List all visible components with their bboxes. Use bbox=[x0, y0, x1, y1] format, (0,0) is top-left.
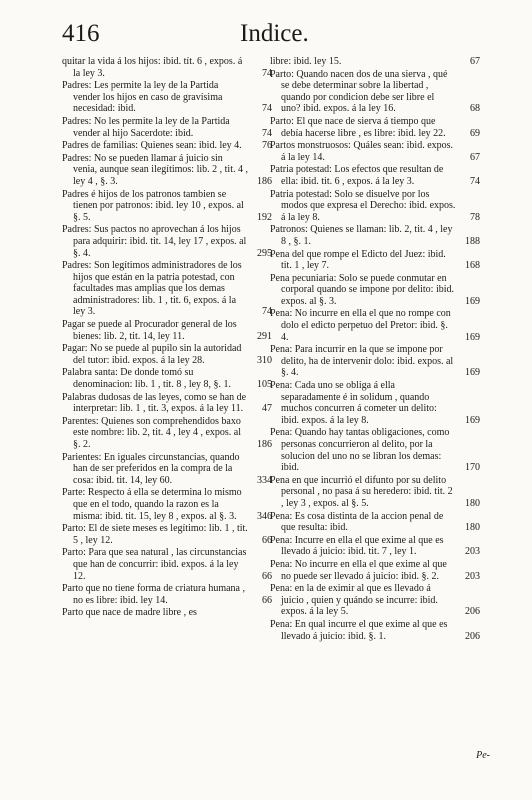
entry-text: Pena: En qual incurre el que exime al que es llevado á juicio: ibid. §. 1. bbox=[270, 618, 448, 642]
index-entry bbox=[270, 140, 480, 163]
page-reference: 169 bbox=[465, 295, 480, 307]
index-entry bbox=[270, 475, 480, 510]
page-reference: 66 bbox=[262, 534, 272, 546]
page-reference: 69 bbox=[470, 127, 480, 139]
page-header bbox=[62, 20, 492, 54]
page-reference: 180 bbox=[465, 522, 480, 534]
entry-text: Parto: Quando nacen dos de una sierva , qué se debe determinar sobre la libertad , quando por condicion debe ser libre el uno? ibid. expos. á la ley 16. bbox=[270, 68, 448, 115]
entry-text: Pena: No incurre en ella el que exime al que no puede ser llevado á juicio: ibid. §. 2. bbox=[270, 558, 447, 582]
page-reference: 203 bbox=[465, 546, 480, 558]
page-reference: 310 bbox=[257, 354, 272, 366]
index-entry bbox=[270, 164, 480, 187]
entry-text: Padres: No se pueden llamar á juicio sin venia, aunque sean ilegítimos: lib. 2 , tit. 4 , ley 4 , §. 3. bbox=[62, 152, 248, 187]
index-entry bbox=[62, 392, 272, 415]
page-reference: 192 bbox=[257, 211, 272, 223]
page-reference: 76 bbox=[262, 140, 272, 152]
entry-text: Pena: Incurre en ella el que exime al que es llevado á juicio: ibid. tit. 7 , ley 1. bbox=[270, 534, 444, 558]
page-reference: 47 bbox=[262, 403, 272, 415]
index-entry bbox=[62, 80, 272, 115]
page-reference: 68 bbox=[470, 103, 480, 115]
page-reference: 188 bbox=[465, 235, 480, 247]
entry-text: Parte: Respecto á ella se determina lo mismo que en el todo, quando la razon es la misma: ibid. tit. 15, ley 8 , expos. al §. 3. bbox=[62, 487, 242, 522]
page-reference: 291 bbox=[257, 330, 272, 342]
index-entry bbox=[270, 56, 480, 68]
entry-text: Palabra santa: De donde tomó su denominacion: lib. 1 , tit. 8 , ley 8, §. 1. bbox=[62, 367, 232, 391]
index-entry bbox=[62, 140, 272, 152]
index-entry bbox=[62, 56, 272, 79]
entry-text: Padres: Les permite la ley de la Partida vender los hijos en caso de gravísima necesidad: ibid. bbox=[62, 80, 223, 115]
page-reference: 74 bbox=[262, 103, 272, 115]
entry-text: Pena: No incurre en ella el que no rompe con dolo el edicto perpetuo del Pretor: ibid. §. 4. bbox=[270, 308, 451, 343]
page-reference: 169 bbox=[465, 331, 480, 343]
entry-text: Pena pecuniaria: Solo se puede conmutar en corporal quando se impone por delito: ibid. expos. al §. 3. bbox=[270, 272, 455, 307]
entry-text: Parto: El que nace de sierva á tiempo que debía hacerse libre , es libre: ibid. ley 22. bbox=[270, 115, 446, 139]
page-number: 416 bbox=[62, 20, 100, 47]
index-entry bbox=[62, 523, 272, 546]
page-reference: 295 bbox=[257, 247, 272, 259]
entry-text: Pena: Quando hay tantas obligaciones, como personas concurrieron al delito, por la solucion del uno no se libran los demas: ibid. bbox=[270, 427, 450, 474]
page-reference: 74 bbox=[262, 127, 272, 139]
entry-text: Parto: El de siete meses es legítimo: lib. 1 , tit. 5 , ley 12. bbox=[62, 523, 248, 546]
entry-text: Parto que no tiene forma de criatura humana , no es libre: ibid. ley 14. bbox=[62, 583, 245, 606]
index-entry bbox=[270, 69, 480, 115]
entry-text: quitar la vida á los hijos: ibid. tít. 6 , expos. á la ley 3. bbox=[62, 56, 243, 79]
page-reference: 67 bbox=[470, 56, 480, 67]
page-reference: 203 bbox=[465, 570, 480, 582]
entry-text: Pena del que rompe el Edicto del Juez: ibid. tit. 1 , ley 7. bbox=[270, 248, 446, 272]
index-entry bbox=[270, 308, 480, 343]
entry-text: Pena: Para incurrir en la que se impone por delito, ha de intervenir dolo: ibid. expos. al §. 4. bbox=[270, 344, 454, 379]
index-entry bbox=[62, 367, 272, 390]
entry-text: Padres: No les permite la ley de la Partida vender al hijo Sacerdote: ibid. bbox=[62, 115, 230, 139]
index-entry bbox=[62, 224, 272, 259]
index-entry bbox=[270, 224, 480, 247]
catchword: Pe- bbox=[476, 750, 490, 761]
entry-text: Pena: Es cosa distinta de la accion penal de que resulta: ibid. bbox=[270, 510, 444, 534]
index-entry bbox=[62, 260, 272, 318]
page-reference: 206 bbox=[465, 606, 480, 618]
index-entry bbox=[62, 607, 272, 619]
entry-text: Padres: Son legítimos administradores de los hijos que están en la patria potestad, con facultades mas amplias que los demas administradores: lib. 1 , tit. 6, expos. á la ley 3. bbox=[62, 260, 242, 318]
right-column bbox=[270, 56, 480, 643]
page-reference: 74 bbox=[262, 67, 272, 79]
index-entry bbox=[62, 343, 272, 366]
page-reference: 74 bbox=[262, 306, 272, 318]
index-entry bbox=[270, 559, 480, 582]
page-reference: 168 bbox=[465, 260, 480, 272]
index-entry bbox=[62, 547, 272, 582]
entry-text: Pena: en la de eximir al que es llevado á juicio , quien y quándo se incurre: ibid. expos. á la ley 5. bbox=[270, 583, 438, 618]
index-entry bbox=[62, 189, 272, 224]
page-reference: 66 bbox=[262, 570, 272, 582]
entry-text: Parentes: Quienes son comprehendidos baxo este nombre: lib. 2, tit. 4 , ley 4 , expos. al §. 2. bbox=[62, 415, 242, 450]
index-entry bbox=[62, 153, 272, 188]
index-entry bbox=[270, 619, 480, 642]
index-entry bbox=[270, 427, 480, 473]
entry-text: Parientes: En iguales circunstancias, quando han de ser preferidos en la compra de la cosa: ibid. tit. 14, ley 60. bbox=[62, 451, 240, 486]
left-column bbox=[62, 56, 272, 620]
index-entry bbox=[62, 116, 272, 139]
index-entry bbox=[270, 380, 480, 426]
entry-text: Parto que nace de madre libre , es bbox=[62, 607, 197, 619]
index-entry bbox=[270, 189, 480, 224]
page-reference: 186 bbox=[257, 439, 272, 450]
page-reference: 105 bbox=[257, 379, 272, 391]
entry-text: Padres de familias: Quienes sean: ibid. ley 4. bbox=[62, 140, 242, 152]
page-reference: 74 bbox=[470, 175, 480, 187]
page-reference: 346 bbox=[257, 510, 272, 522]
page-reference: 180 bbox=[465, 497, 480, 509]
entry-text: Pagar: No se puede al pupilo sin la autoridad del tutor: ibid. expos. á la ley 28. bbox=[62, 343, 242, 366]
entry-text: Pena: Cada uno se obliga á ella separadamente é in solidum , quando muchos concurren á cometer un delito: ibid. expos. á la ley 8. bbox=[270, 380, 437, 426]
entry-text: Parto: Para que sea natural , las circunstancias que han de concurrir: ibid. expos. á la ley 12. bbox=[62, 547, 247, 582]
index-entry bbox=[270, 344, 480, 379]
index-entry bbox=[270, 535, 480, 558]
entry-text: Patria potestad: Los efectos que resultan de ella: ibid. tit. 6 , expos. á la ley 3. bbox=[270, 164, 444, 187]
page-reference: 170 bbox=[465, 462, 480, 474]
page-reference: 66 bbox=[262, 594, 272, 606]
entry-text: Patronos: Quienes se llaman: lib. 2, tit. 4 , ley 8 , §. 1. bbox=[270, 224, 453, 247]
page-reference: 186 bbox=[257, 175, 272, 187]
entry-text: Padres é hijos de los patronos tambien se tienen por patronos: ibid. ley 10 , expos. al §. 5. bbox=[62, 188, 244, 223]
entry-text: Partos monstruosos: Quáles sean: ibid. expos. á la ley 14. bbox=[270, 140, 454, 163]
index-entry bbox=[270, 583, 480, 618]
entry-text: Pagar se puede al Procurador general de los bienes: lib. 2, tit. 14, ley 11. bbox=[62, 319, 237, 342]
page-reference: 334 bbox=[257, 474, 272, 486]
index-entry bbox=[62, 319, 272, 342]
entry-text: Padres: Sus pactos no aprovechan á los hijos para adquirir: ibid. tit. 14, ley 17 , expos. al §. 4. bbox=[62, 224, 247, 259]
page-reference: 169 bbox=[465, 414, 480, 426]
page-reference: 78 bbox=[470, 211, 480, 223]
index-entry bbox=[62, 487, 272, 522]
index-entry bbox=[62, 452, 272, 487]
page-reference: 169 bbox=[465, 367, 480, 379]
index-entry bbox=[270, 511, 480, 534]
index-entry bbox=[62, 416, 272, 451]
page-reference: 67 bbox=[470, 151, 480, 163]
index-entry bbox=[270, 116, 480, 139]
entry-text: Palabras dudosas de las leyes, como se han de interpretar: lib. 1 , tit. 3, expos. á la ley 11. bbox=[62, 391, 247, 415]
entry-text: libre: ibid. ley 15. bbox=[270, 56, 342, 67]
index-entry bbox=[270, 273, 480, 308]
index-entry bbox=[270, 249, 480, 272]
entry-text: Pena en que incurrió el difunto por su delito personal , no pasa á su heredero: ibid. tit. 2 , ley 3 , expos. al §. 5. bbox=[270, 474, 453, 509]
page-reference: 206 bbox=[465, 630, 480, 642]
page-title: Indice. bbox=[240, 20, 309, 47]
index-entry bbox=[62, 583, 272, 606]
entry-text: Patria potestad: Solo se disuelve por los modos que expresa el Derecho: ibid. expos. á la ley 8. bbox=[270, 188, 456, 223]
